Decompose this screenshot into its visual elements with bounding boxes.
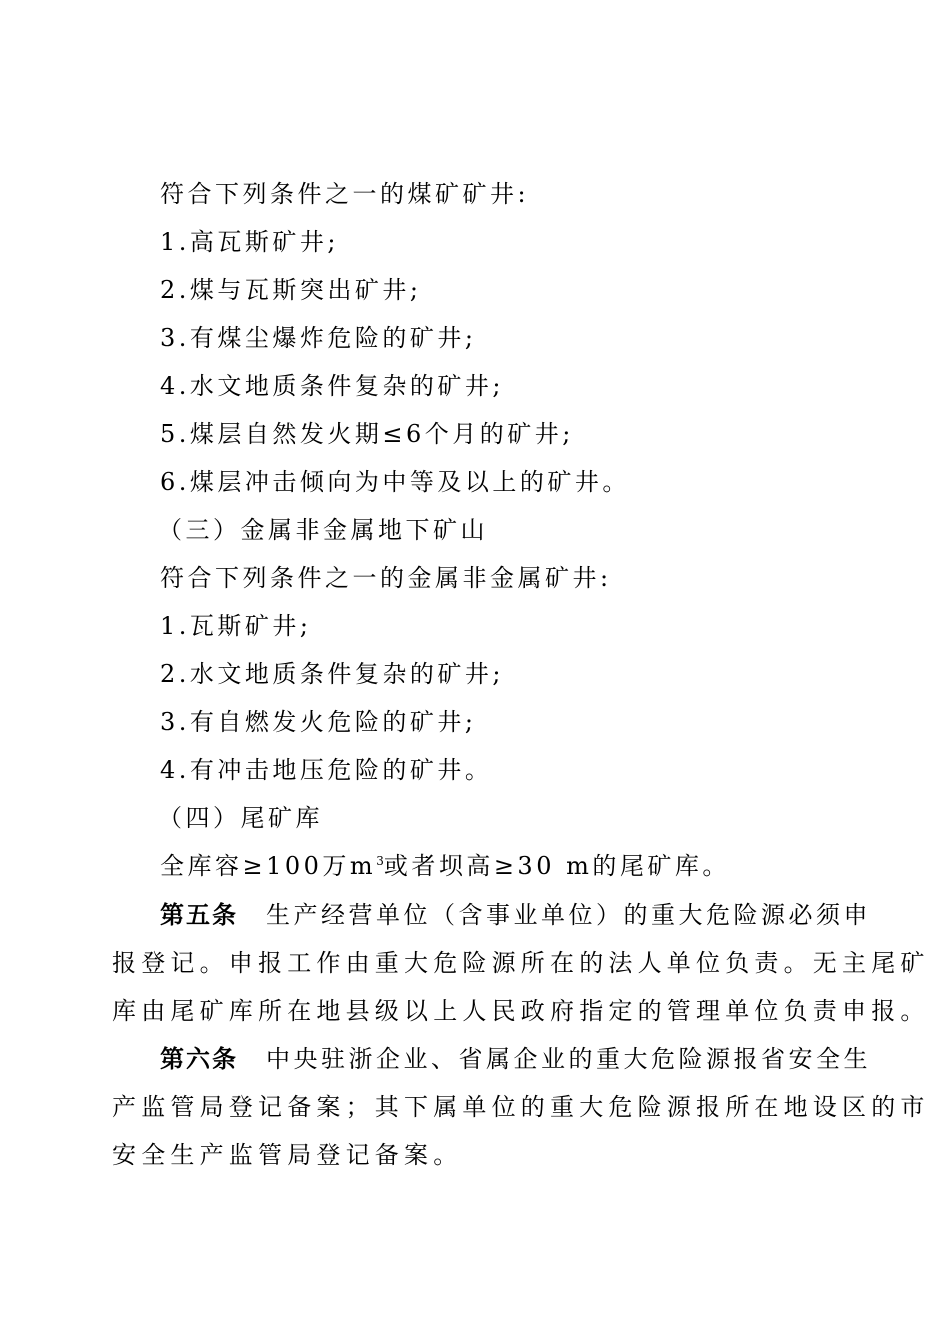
article6-line-3: 安全生产监管局登记备案。 [112,1141,463,1169]
metal-item-2: 2.水文地质条件复杂的矿井; [160,660,504,688]
coal-intro: 符合下列条件之一的煤矿矿井: [160,180,530,208]
coal-item-6: 6.煤层冲击倾向为中等及以上的矿井。 [160,468,630,496]
tailings-criteria [160,851,730,881]
metal-heading: （三）金属非金属地下矿山 [158,516,488,544]
coal-item-2: 2.煤与瓦斯突出矿井; [160,276,422,304]
metal-item-1: 1.瓦斯矿井; [160,612,312,640]
article6-line-1 [160,1044,871,1074]
cubic-superscript: 3 [376,854,384,868]
article6-label: 第六条 [160,1045,238,1073]
coal-item-4: 4.水文地质条件复杂的矿井; [160,372,504,400]
article5-label: 第五条 [160,901,238,929]
metal-intro: 符合下列条件之一的金属非金属矿井: [160,564,612,592]
article5-line-3: 库由尾矿库所在地县级以上人民政府指定的管理单位负责申报。 [112,997,930,1025]
article5-line-2: 报登记。申报工作由重大危险源所在的法人单位负责。无主尾矿 [112,949,930,977]
coal-item-1: 1.高瓦斯矿井; [160,228,339,256]
article6-line-2: 产监管局登记备案；其下属单位的重大危险源报所在地设区的市 [112,1093,930,1121]
article5-line-1 [160,900,871,930]
tailings-text-a: 全库容≥100万m [160,852,377,880]
coal-item-5: 5.煤层自然发火期≤6个月的矿井; [160,420,574,448]
article5-text-1: 生产经营单位（含事业单位）的重大危险源必须申 [266,901,871,929]
article6-text-1: 中央驻浙企业、省属企业的重大危险源报省安全生 [266,1045,871,1073]
metal-item-3: 3.有自燃发火危险的矿井; [160,708,477,736]
coal-item-3: 3.有煤尘爆炸危险的矿井; [160,324,477,352]
tailings-text-b: 或者坝高≥30 m的尾矿库。 [383,852,730,880]
tailings-heading: （四）尾矿库 [158,804,323,832]
metal-item-4: 4.有冲击地压危险的矿井。 [160,756,493,784]
